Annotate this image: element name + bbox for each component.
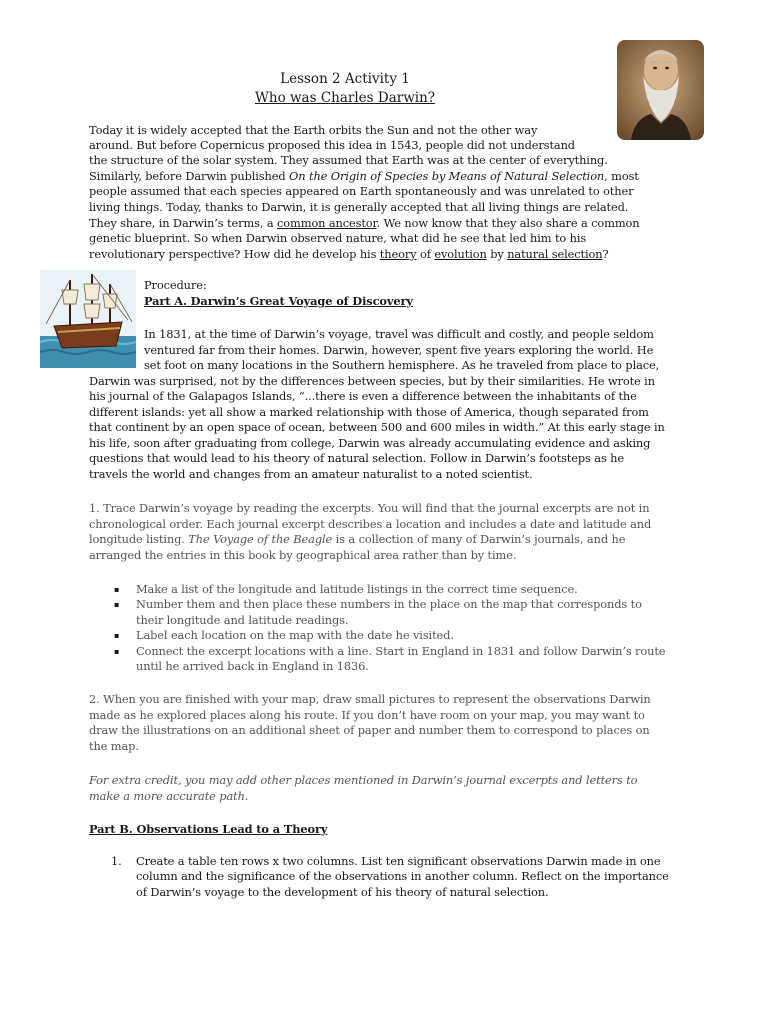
step-1-text: longitude listing.	[89, 532, 189, 546]
bullet-item-2-cont: their longitude and latitude readings.	[136, 613, 349, 627]
bullet-item-1: Make a list of the longitude and latitude listings in the correct time sequence.	[136, 582, 578, 596]
part-a-line-8: his life, soon after graduating from college, Darwin was already accumulating evidence and asking	[89, 436, 651, 450]
intro-line-2: around. But before Copernicus proposed this idea in 1543, people did not understand	[89, 138, 575, 152]
part-a-line-3: set foot on many locations in the Southern hemisphere. As he traveled from place to place,	[144, 358, 660, 372]
intro-line-3: the structure of the solar system. They assumed that Earth was at the center of everything.	[89, 153, 608, 167]
part-a-line-10: travels the world and changes from an amateur naturalist to a noted scientist.	[89, 467, 533, 481]
bullet-item-3: Label each location on the map with the date he visited.	[136, 628, 454, 642]
bullet-marker: ▪	[114, 631, 120, 640]
bullet-marker: ▪	[114, 647, 120, 656]
term-theory: theory	[379, 247, 417, 261]
bullet-item-2: Number them and then place these numbers in the place on the map that corresponds to	[136, 597, 642, 611]
bullet-marker: ▪	[114, 600, 120, 609]
step-2-line-4: the map.	[89, 739, 139, 753]
intro-text: , most	[604, 169, 639, 183]
extra-credit-line-2: make a more accurate path.	[89, 789, 249, 803]
part-a-line-1: In 1831, at the time of Darwin’s voyage, travel was difficult and costly, and people seldom	[144, 327, 654, 341]
intro-text: They share, in Darwin’s terms, a	[89, 216, 278, 230]
step-2-line-2: made as he explored places along his route. If you don’t have room on your map, you may want to	[89, 708, 645, 722]
hms-beagle-ship-image	[40, 270, 136, 368]
step-1-line-3	[89, 532, 625, 548]
step-2-line-1: 2. When you are finished with your map, draw small pictures to represent the observations Darwin	[89, 692, 651, 706]
extra-credit-line-1: For extra credit, you may add other places mentioned in Darwin’s journal excerpts and letters to	[89, 773, 638, 787]
part-b-line-2: column and the significance of the observations in another column. Reflect on the importance	[136, 869, 669, 883]
page-title-text: Who was Charles Darwin?	[255, 90, 435, 106]
procedure-label: Procedure:	[144, 278, 207, 292]
page-title	[0, 89, 690, 107]
intro-line-8: genetic blueprint. So when Darwin observed nature, what did he see that led him to his	[89, 231, 587, 245]
step-1-line-2: chronological order. Each journal excerpt describes a location and includes a date and latitude and	[89, 517, 652, 531]
intro-line-5: people assumed that each species appeared on Earth spontaneously and was unrelated to other	[89, 184, 634, 198]
part-a-line-4: Darwin was surprised, not by the differences between species, but by their similarities. He wrote in	[89, 374, 655, 388]
part-a-line-9: questions that would lead to his theory of natural selection. Follow in Darwin’s footsteps as he	[89, 451, 625, 465]
part-b-line-3: of Darwin’s voyage to the development of his theory of natural selection.	[136, 885, 549, 899]
step-1-text: is a collection of many of Darwin’s journals, and he	[332, 532, 626, 546]
term-evolution: evolution	[434, 247, 487, 261]
bullet-item-4-cont: until he arrived back in England in 1836.	[136, 659, 369, 673]
bullet-item-4: Connect the excerpt locations with a line. Start in England in 1831 and follow Darwin’s route	[136, 644, 666, 658]
step-1-line-4: arranged the entries in this book by geographical area rather than by time.	[89, 548, 517, 562]
intro-text: ?	[602, 247, 609, 261]
part-a-line-6: different islands: yet all show a marked relationship with those of America, though separated from	[89, 405, 649, 419]
intro-line-1: Today it is widely accepted that the Earth orbits the Sun and not the other way	[89, 123, 538, 137]
part-a-line-5: his journal of the Galapagos Islands, “...there is even a difference between the inhabitants of the	[89, 389, 637, 403]
part-a-heading: Part A. Darwin’s Great Voyage of Discovery	[144, 294, 413, 308]
bullet-marker: ▪	[114, 585, 120, 594]
intro-line-7	[89, 216, 639, 232]
intro-line-6: living things. Today, thanks to Darwin, it is generally accepted that all living things are related.	[89, 200, 629, 214]
term-natural-selection: natural selection	[507, 247, 603, 261]
intro-text: Similarly, before Darwin published	[89, 169, 290, 183]
intro-text: of	[416, 247, 435, 261]
intro-text: by	[486, 247, 508, 261]
part-a-line-2: ventured far from their homes. Darwin, however, spent five years exploring the world. He	[144, 343, 654, 357]
step-1-line-1: 1. Trace Darwin’s voyage by reading the excerpts. You will find that the journal excerpts are not in	[89, 501, 650, 515]
part-b-line-1: Create a table ten rows x two columns. List ten significant observations Darwin made in one	[136, 854, 661, 868]
intro-text: revolutionary perspective? How did he develop his	[89, 247, 380, 261]
book-title-origin-of-species: On the Origin of Species by Means of Natural Selection	[289, 169, 605, 183]
intro-line-4	[89, 169, 639, 185]
book-title-voyage-of-the-beagle: The Voyage of the Beagle	[188, 532, 333, 546]
part-a-line-7: that continent by an open space of ocean, between 500 and 600 miles in width.” At this early stage in	[89, 420, 665, 434]
step-2-line-3: draw the illustrations on an additional sheet of paper and number them to correspond to places on	[89, 723, 650, 737]
intro-text: . We now know that they also share a common	[376, 216, 640, 230]
part-b-heading: Part B. Observations Lead to a Theory	[89, 822, 328, 836]
intro-line-9	[89, 247, 608, 263]
part-b-item-number: 1.	[111, 854, 122, 868]
lesson-label: Lesson 2 Activity 1	[280, 71, 410, 87]
term-common-ancestor: common ancestor	[277, 216, 377, 230]
